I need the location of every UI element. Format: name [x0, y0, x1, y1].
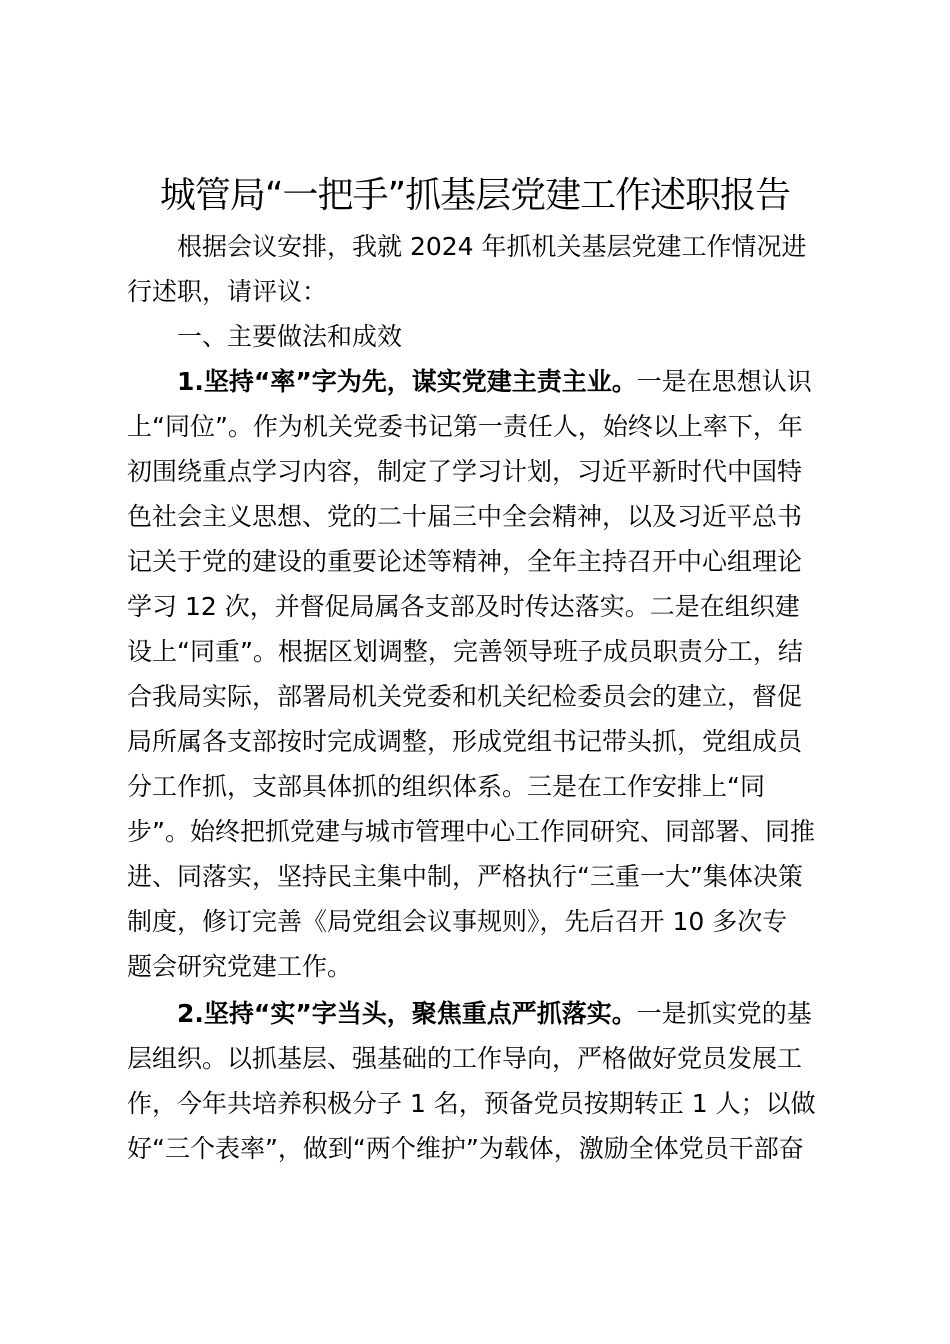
item2-first-line	[127, 991, 847, 1036]
item1-line: 进、同落实，坚持民主集中制，严格执行“三重一大”集体决策	[127, 862, 803, 891]
document-body	[127, 224, 847, 1171]
section-heading: 一、主要做法和成效	[177, 322, 403, 351]
item2-first-line-text: 一是抓实党的基	[636, 999, 812, 1028]
item1-line: 分工作抓，支部具体抓的组织体系。三是在工作安排上“同	[127, 772, 765, 801]
item1-line: 设上“同重”。根据区划调整，完善领导班子成员职责分工，结	[127, 637, 803, 666]
item2-line: 好“三个表率”，做到“两个维护”为载体，激励全体党员干部奋	[127, 1134, 804, 1163]
item2-line: 作，今年共培养积极分子 1 名，预备党员按期转正 1 人；以做	[127, 1089, 816, 1118]
intro-line-2: 行述职，请评议：	[127, 277, 328, 306]
item1-first-line	[127, 359, 847, 404]
item2-line: 层组织。以抓基层、强基础的工作导向，严格做好党员发展工	[127, 1044, 803, 1073]
item1-line: 色社会主义思想、党的二十届三中全会精神，以及习近平总书	[127, 502, 803, 531]
item1-line: 上“同位”。作为机关党委书记第一责任人，始终以上率下，年	[127, 412, 803, 441]
item1-first-line-text: 一是在思想认识	[636, 367, 812, 396]
item1-line: 初围绕重点学习内容，制定了学习计划，习近平新时代中国特	[127, 457, 803, 486]
item1-line: 学习 12 次，并督促局属各支部及时传达落实。二是在组织建	[127, 592, 800, 621]
item2-heading: 2.坚持“实”字当头，聚焦重点严抓落实。	[177, 999, 637, 1028]
item1-line: 题会研究党建工作。	[127, 952, 353, 981]
item1-heading: 1.坚持“率”字为先，谋实党建主责主业。	[177, 367, 637, 396]
item1-line: 局所属各支部按时完成调整，形成党组书记带头抓，党组成员	[127, 727, 803, 756]
document-title: 城管局“一把手”抓基层党建工作述职报告	[159, 175, 791, 216]
item1-line: 制度，修订完善《局党组会议事规则》，先后召开 10 多次专	[127, 907, 788, 936]
item1-line: 步”。始终把抓党建与城市管理中心工作同研究、同部署、同推	[127, 817, 815, 846]
item1-line: 记关于党的建设的重要论述等精神，全年主持召开中心组理论	[127, 547, 803, 576]
item1-line: 合我局实际，部署局机关党委和机关纪检委员会的建立，督促	[127, 682, 803, 711]
intro-line-1: 根据会议安排，我就 2024 年抓机关基层党建工作情况进	[177, 232, 807, 261]
